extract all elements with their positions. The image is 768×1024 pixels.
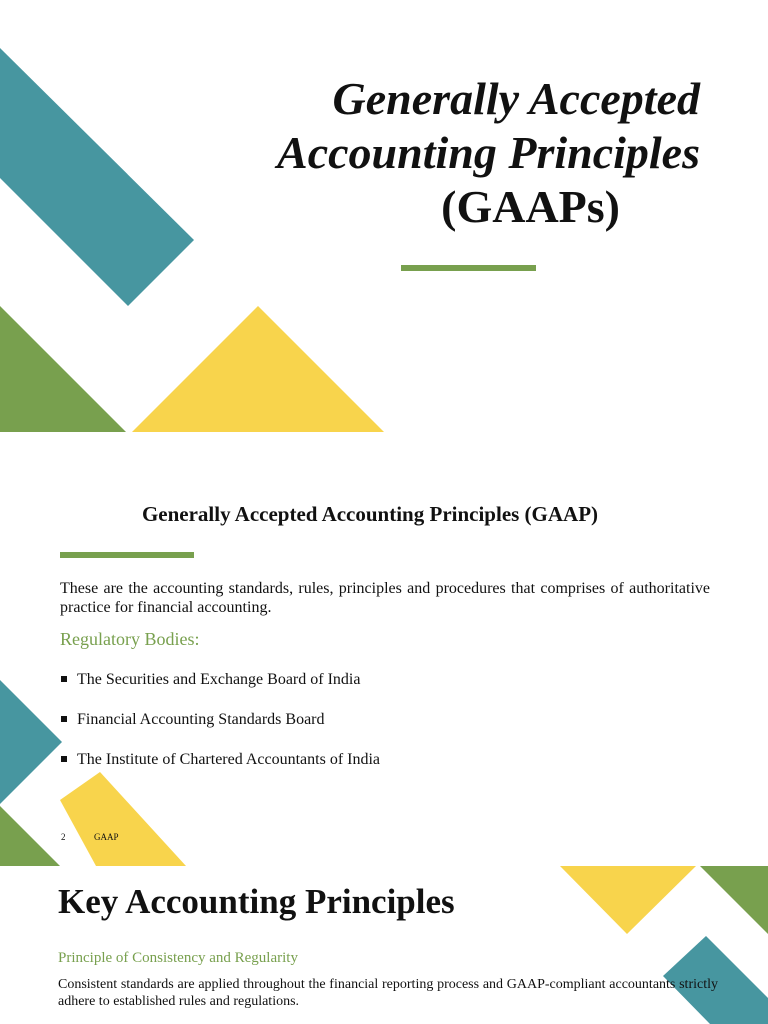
title-accent-line xyxy=(401,265,536,271)
yellow-triangle xyxy=(132,306,384,432)
bullet-icon xyxy=(61,756,67,762)
regulatory-list xyxy=(60,670,380,790)
slide-title: Key Accounting Principles xyxy=(58,882,455,921)
title-slide xyxy=(0,0,768,434)
teal-diagonal-band xyxy=(0,48,194,306)
principle-heading: Principle of Consistency and Regularity xyxy=(58,950,298,966)
slide-title xyxy=(230,72,700,234)
green-triangle xyxy=(0,806,60,866)
title-line-3: (GAAPs) xyxy=(441,181,620,232)
list-item: The Securities and Exchange Board of India xyxy=(60,670,380,710)
footer-label: GAAP xyxy=(94,832,119,842)
section-accent-line xyxy=(60,552,194,558)
bullet-icon xyxy=(61,716,67,722)
decorative-shapes xyxy=(0,434,768,866)
regulatory-heading: Regulatory Bodies: xyxy=(60,629,200,649)
teal-triangle xyxy=(0,680,62,804)
title-line-2: Accounting Principles xyxy=(277,127,700,178)
title-line-1: Generally Accepted xyxy=(332,73,700,124)
definition-text: These are the accounting standards, rules, principles and procedures that comprises of authoritative practice for financial accounting. xyxy=(60,580,710,616)
gaap-slide xyxy=(0,434,768,866)
bullet-icon xyxy=(61,676,67,682)
principle-text: Consistent standards are applied throughout the financial reporting process and GAAP-compliant accountants strictly adhere to established rules and regulations. xyxy=(58,977,718,1009)
green-triangle xyxy=(0,306,126,432)
list-item: The Institute of Chartered Accountants of India xyxy=(60,750,380,790)
page-number: 2 xyxy=(61,832,66,842)
green-triangle xyxy=(700,866,768,934)
list-item: Financial Accounting Standards Board xyxy=(60,710,380,750)
section-title: Generally Accepted Accounting Principles (GAAP) xyxy=(141,502,599,526)
key-principles-slide xyxy=(0,866,768,1024)
yellow-triangle xyxy=(560,866,696,934)
